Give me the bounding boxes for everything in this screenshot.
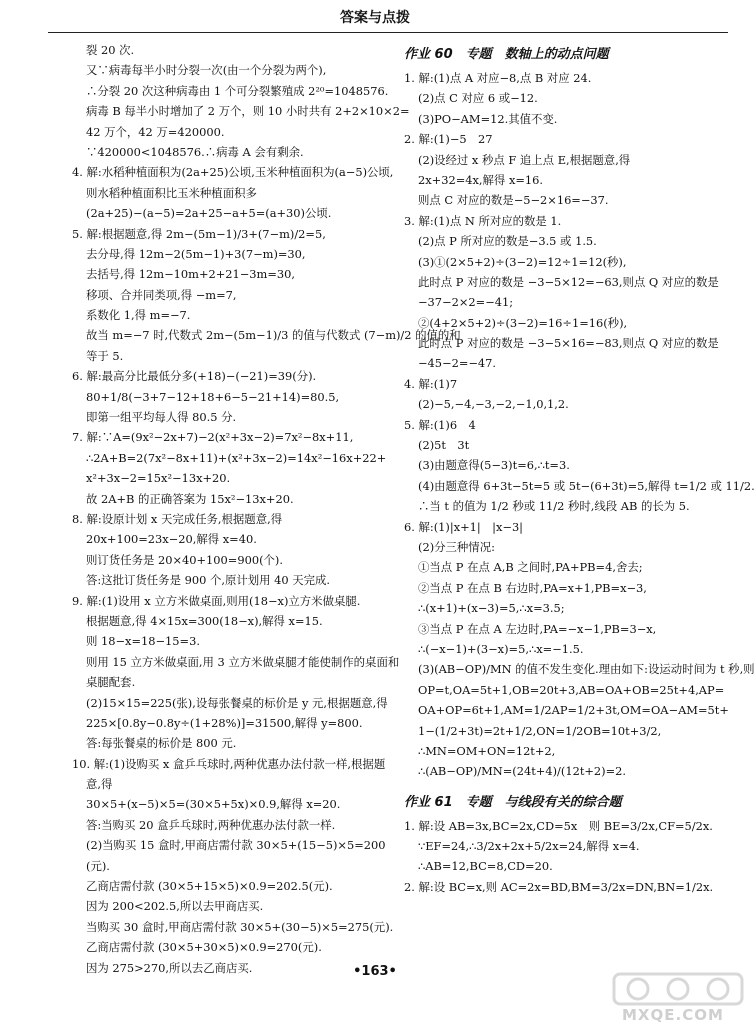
answer-line: ∴AB=12,BC=8,CD=20.	[418, 859, 553, 874]
answer-line: ②(4+2×5+2)÷(3−2)=16÷1=16(秒),	[418, 315, 628, 330]
answer-line: 则点 C 对应的数是−5−2×16=−37.	[418, 193, 609, 208]
answer-line: 去分母,得 12m−2(5m−1)+3(7−m)=30,	[86, 246, 306, 261]
answer-line: 8. 解:设原计划 x 天完成任务,根据题意,得	[72, 511, 283, 526]
answer-line: 病毒 B 每半小时增加了 2 万个，则 10 小时共有 2+2×10×2=	[86, 104, 410, 119]
answer-line: (4)由题意得 6+3t−5t=5 或 5t−(6+3t)=5,解得 t=1/2 或 11/2.	[418, 478, 755, 493]
watermark-text: MXQE.COM	[622, 1006, 724, 1024]
answer-line: 答:当购买 20 盒乒乓球时,两种优惠办法付款一样.	[86, 817, 336, 832]
answer-line: 答:这批订货任务是 900 个,原计划用 40 天完成.	[86, 573, 331, 588]
answer-line: 根据题意,得 4×15x=300(18−x),解得 x=15.	[86, 613, 323, 628]
section-60-answers	[404, 68, 755, 782]
answer-line: 当购买 30 盒时,甲商店需付款 30×5+(30−5)×5=275(元).	[86, 919, 394, 934]
answer-line: (元).	[86, 858, 110, 873]
answer-line: 1. 解:(1)点 A 对应−8,点 B 对应 24.	[404, 71, 592, 85]
answer-line: 乙商店需付款 (30×5+30×5)×0.9=270(元).	[86, 940, 322, 955]
answer-line: ∵420000<1048576.∴病毒 A 会有剩余.	[86, 144, 304, 159]
answer-line: (2)设经过 x 秒点 F 追上点 E,根据题意,得	[418, 152, 631, 167]
answer-line: (2)点 C 对应 6 或−12.	[418, 91, 538, 106]
answer-line: 30×5+(x−5)×5=(30×5+5x)×0.9,解得 x=20.	[86, 797, 341, 812]
answer-line: (3)由题意得(5−3)t=6,∴t=3.	[418, 458, 570, 473]
answer-line: 225×[0.8y−0.8y÷(1+28%)]=31500,解得 y=800.	[86, 715, 363, 730]
answer-line: 此时点 P 对应的数是 −3−5×16=−83,则点 Q 对应的数是	[418, 336, 719, 351]
answer-line: −37−2×2=−41;	[418, 295, 514, 310]
answer-line: ∴(x+1)+(x−3)=5,∴x=3.5;	[418, 601, 565, 616]
answer-line: OP=t,OA=5t+1,OB=20t+3,AB=OA+OB=25t+4,AP=	[418, 682, 725, 697]
answer-line: ∴(−x−1)+(3−x)=5,∴x=−1.5.	[418, 641, 584, 656]
answer-line: ∴2A+B=2(7x²−8x+11)+(x²+3x−2)=14x²−16x+22+	[86, 450, 387, 465]
answer-line: 移项、合并同类项,得 −m=7,	[86, 287, 237, 302]
answer-line: 42 万个，42 万=420000.	[86, 124, 225, 139]
answer-line: (2)当购买 15 盒时,甲商店需付款 30×5+(15−5)×5=200	[86, 838, 386, 853]
answer-line: 80+1/8(−3+7−12+18+6−5−21+14)=80.5,	[86, 389, 340, 404]
answer-line: 4. 解:(1)7	[404, 376, 458, 391]
answer-line: ①当点 P 在点 A,B 之间时,PA+PB=4,舍去;	[418, 560, 643, 575]
answer-line: 20x+100=23x−20,解得 x=40.	[86, 532, 257, 547]
answer-line: 系数化 1,得 m=−7.	[86, 308, 191, 323]
answer-line: 则用 15 立方米做桌面,用 3 立方米做桌腿才能使制作的桌面和	[86, 654, 400, 669]
answer-line: 6. 解:最高分比最低分多(+18)−(−21)=39(分).	[72, 369, 317, 384]
answer-line: 1. 解:设 AB=3x,BC=2x,CD=5x 则 BE=3/2x,CF=5/2x.	[404, 818, 713, 833]
answer-line: ②当点 P 在点 B 右边时,PA=x+1,PB=x−3,	[418, 580, 647, 595]
header-rule	[48, 32, 728, 33]
answer-line: (2)5t 3t	[418, 438, 470, 453]
answer-line: 因为 275>270,所以去乙商店买.	[86, 960, 253, 975]
page-number: •163•	[353, 964, 397, 979]
answer-line: 等于 5.	[86, 348, 124, 363]
section-61-answers	[404, 816, 744, 898]
answer-line: 5. 解:(1)6 4	[404, 417, 476, 432]
answer-line: 4. 解:水稻种植面积为(2a+25)公顷,玉米种植面积为(a−5)公顷,	[72, 165, 394, 180]
answer-line: 乙商店需付款 (30×5+15×5)×0.9=202.5(元).	[86, 879, 333, 894]
page-header	[0, 0, 750, 34]
answer-line: (2)点 P 所对应的数是−3.5 或 1.5.	[418, 234, 597, 249]
answer-line: ③当点 P 在点 A 左边时,PA=−x−1,PB=3−x,	[418, 621, 657, 636]
answer-line: 5. 解:根据题意,得 2m−(5m−1)/3+(7−m)/2=5,	[72, 226, 326, 241]
answer-line: 10. 解:(1)设购买 x 盒乒乓球时,两种优惠办法付款一样,根据题	[72, 756, 386, 771]
answer-line: 此时点 P 对应的数是 −3−5×12=−63,则点 Q 对应的数是	[418, 274, 719, 289]
answer-line: 意,得	[86, 777, 113, 792]
answer-line: 故当 m=−7 时,代数式 2m−(5m−1)/3 的值与代数式 (7−m)/2 的值的和	[86, 328, 461, 343]
answer-line: (2)分三种情况:	[418, 539, 495, 554]
answer-line: (2)15×15=225(张),设每张餐桌的标价是 y 元,根据题意,得	[86, 695, 388, 710]
answer-line: 2x+32=4x,解得 x=16.	[418, 172, 544, 187]
answer-line: 桌腿配套.	[86, 675, 136, 690]
answer-line: 即第一组平均每人得 80.5 分.	[86, 410, 237, 425]
answer-line: (2)−5,−4,−3,−2,−1,0,1,2.	[418, 397, 569, 412]
answer-line: ∴(AB−OP)/MN=(24t+4)/(12t+2)=2.	[418, 764, 627, 779]
answer-line: ∴MN=OM+ON=12t+2,	[418, 743, 556, 758]
answer-line: 6. 解:(1)|x+1| |x−3|	[404, 519, 524, 534]
answer-line: (2a+25)−(a−5)=2a+25−a+5=(a+30)公顷.	[86, 206, 332, 221]
answer-line: 去括号,得 12m−10m+2+21−3m=30,	[86, 267, 296, 282]
answer-line: OA+OP=6t+1,AM=1/2AP=1/2+3t,OM=OA−AM=5t+	[418, 703, 729, 718]
section-title-60: 作业 60 专题 数轴上的动点问题	[404, 47, 609, 62]
answer-line: 9. 解:(1)设用 x 立方米做桌面,则用(18−x)立方米做桌腿.	[72, 593, 361, 608]
answer-line: 答:每张餐桌的标价是 800 元.	[86, 736, 237, 751]
answer-line: 则水稻种植面积比玉米种植面积多	[86, 185, 257, 200]
answer-line: ∵EF=24,∴3/2x+2x+5/2x=24,解得 x=4.	[418, 839, 640, 854]
answer-line: (3)PO−AM=12.其值不变.	[418, 111, 558, 126]
answer-line: ∴当 t 的值为 1/2 秒或 11/2 秒时,线段 AB 的长为 5.	[418, 499, 690, 514]
answer-line: 又∵病毒每半小时分裂一次(由一个分裂为两个),	[86, 63, 327, 78]
answer-line: 3. 解:(1)点 N 所对应的数是 1.	[404, 213, 562, 228]
answer-line: x²+3x−2=15x²−13x+20.	[86, 471, 231, 486]
running-title: 答案与点拨	[340, 10, 410, 26]
answer-line: (3)(AB−OP)/MN 的值不发生变化.理由如下:设运动时间为 t 秒,则	[418, 662, 755, 677]
right-column	[404, 40, 755, 897]
answer-line: 7. 解:∵A=(9x²−2x+7)−2(x²+3x−2)=7x²−8x+11,	[72, 430, 354, 445]
answer-line: 故 2A+B 的正确答案为 15x²−13x+20.	[86, 491, 294, 506]
section-title-61: 作业 61 专题 与线段有关的综合题	[404, 794, 622, 810]
answer-line: 1−(1/2+3t)=2t+1/2,ON=1/2OB=10t+3/2,	[418, 723, 662, 738]
answer-line: −45−2=−47.	[418, 356, 497, 371]
answer-line: 因为 200<202.5,所以去甲商店买.	[86, 899, 264, 914]
answer-line: 则 18−x=18−15=3.	[86, 634, 200, 649]
answer-line: 2. 解:设 BC=x,则 AC=2x=BD,BM=3/2x=DN,BN=1/2x.	[404, 879, 714, 894]
answer-line: (3)①(2×5+2)÷(3−2)=12÷1=12(秒),	[418, 254, 627, 269]
answer-line: ∴分裂 20 次这种病毒由 1 个可分裂繁殖成 2²⁰=1048576.	[86, 83, 389, 98]
answer-line: 则订货任务是 20×40+100=900(个).	[86, 552, 283, 567]
answer-line: 裂 20 次.	[86, 43, 135, 57]
answer-line: 2. 解:(1)−5 27	[404, 132, 493, 147]
